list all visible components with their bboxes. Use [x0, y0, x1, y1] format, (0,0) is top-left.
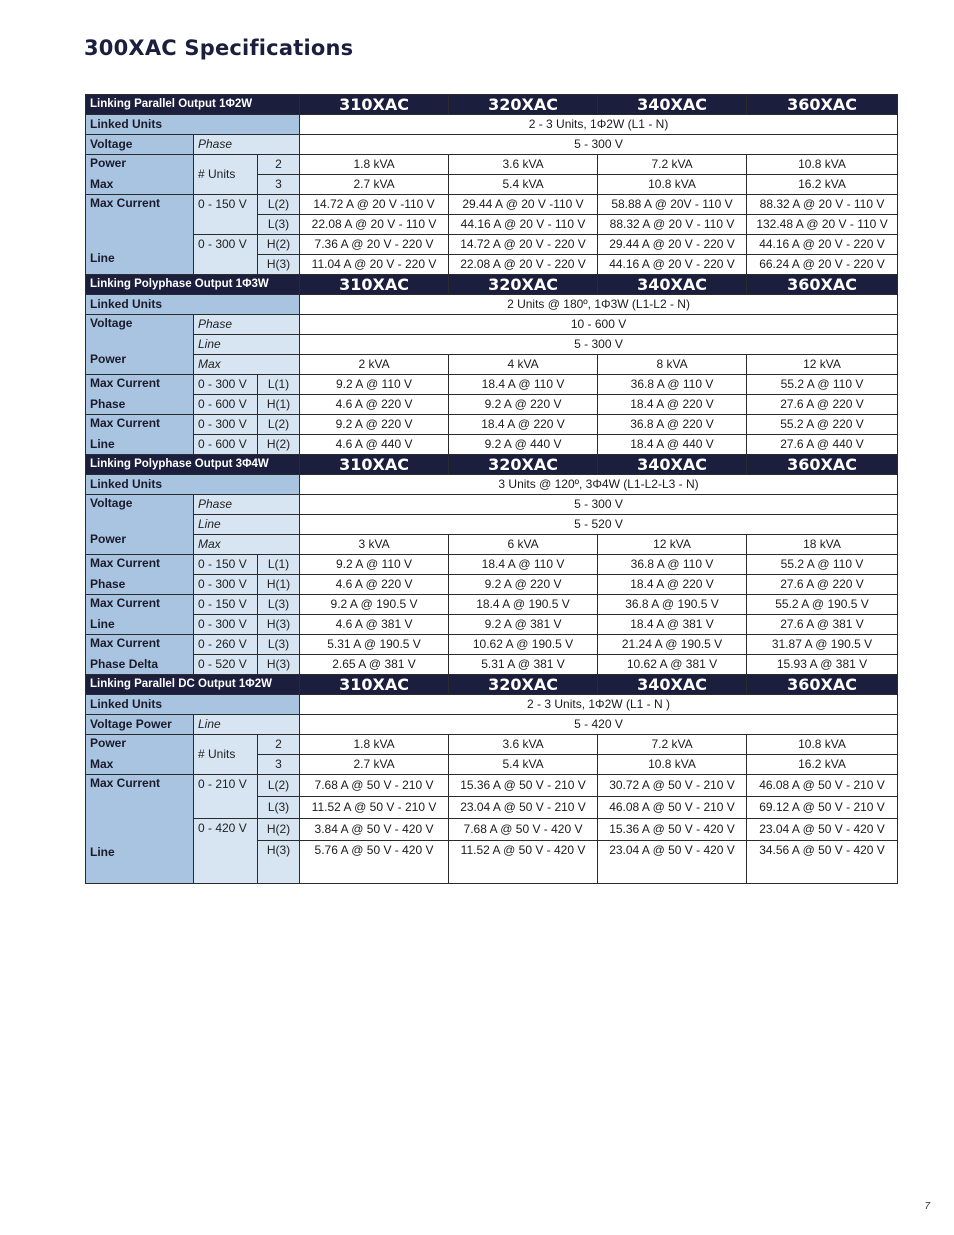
sub-label: Line: [194, 335, 300, 355]
model-header: 360XAC: [747, 95, 898, 115]
spec-value: 10.8 kVA: [747, 735, 898, 755]
spec-value: 29.44 A @ 20 V -110 V: [449, 195, 598, 215]
row-label: Line: [90, 617, 115, 631]
voltage-range: 0 - 300 V: [194, 235, 258, 275]
spec-value: 2.7 kVA: [300, 175, 449, 195]
spec-value: 88.32 A @ 20 V - 110 V: [598, 215, 747, 235]
spec-value: 15.93 A @ 381 V: [747, 655, 898, 675]
voltage-range: 0 - 300 V: [194, 615, 258, 635]
spec-value: 9.2 A @ 190.5 V: [300, 595, 449, 615]
sub-label: # Units: [194, 155, 258, 195]
spec-value: 2 Units @ 180º, 1Φ3W (L1-L2 - N): [300, 295, 898, 315]
model-header: 340XAC: [598, 455, 747, 475]
spec-value: 36.8 A @ 220 V: [598, 415, 747, 435]
row-label: Linked Units: [86, 295, 300, 315]
model-header: 310XAC: [300, 455, 449, 475]
row-label-group: [86, 415, 194, 455]
voltage-range: 0 - 150 V: [194, 555, 258, 575]
row-label: Max Current: [90, 556, 161, 570]
spec-value: 132.48 A @ 20 V - 110 V: [747, 215, 898, 235]
model-header: 320XAC: [449, 675, 598, 695]
tap-label: H(2): [258, 435, 300, 455]
spec-value: 1.8 kVA: [300, 155, 449, 175]
spec-value: 11.52 A @ 50 V - 420 V: [449, 841, 598, 884]
spec-value: 3.6 kVA: [449, 155, 598, 175]
section-title: Linking Polyphase Output 1Φ3W: [86, 275, 300, 295]
page-number: 7: [924, 1201, 930, 1212]
model-header: 320XAC: [449, 95, 598, 115]
section-title: Linking Parallel DC Output 1Φ2W: [86, 675, 300, 695]
section-title: Linking Parallel Output 1Φ2W: [86, 95, 300, 115]
tap-label: L(2): [258, 195, 300, 215]
section-header-parallel: [86, 95, 898, 115]
voltage-range: 0 - 300 V: [194, 415, 258, 435]
spec-value: 55.2 A @ 190.5 V: [747, 595, 898, 615]
model-header: 340XAC: [598, 275, 747, 295]
spec-value: 4 kVA: [449, 355, 598, 375]
spec-value: 2 - 3 Units, 1Φ2W (L1 - N): [300, 115, 898, 135]
model-header: 310XAC: [300, 275, 449, 295]
page-title: 300XAC Specifications: [84, 36, 354, 60]
spec-value: 10 - 600 V: [300, 315, 898, 335]
voltage-range: 0 - 260 V: [194, 635, 258, 655]
spec-value: 6 kVA: [449, 535, 598, 555]
tap-label: H(3): [258, 841, 300, 884]
tap-label: H(1): [258, 575, 300, 595]
spec-value: 46.08 A @ 50 V - 210 V: [598, 797, 747, 819]
spec-value: 10.62 A @ 381 V: [598, 655, 747, 675]
spec-value: 21.24 A @ 190.5 V: [598, 635, 747, 655]
spec-value: 9.2 A @ 220 V: [449, 575, 598, 595]
spec-value: 10.62 A @ 190.5 V: [449, 635, 598, 655]
row-label: Voltage: [86, 135, 194, 155]
spec-value: 11.52 A @ 50 V - 210 V: [300, 797, 449, 819]
voltage-range: 0 - 300 V: [194, 575, 258, 595]
tap-label: L(1): [258, 555, 300, 575]
spec-value: 3.6 kVA: [449, 735, 598, 755]
spec-value: 3 kVA: [300, 535, 449, 555]
unit-count: 3: [258, 755, 300, 775]
row-label: Max Current: [90, 196, 161, 210]
tap-label: H(3): [258, 255, 300, 275]
spec-value: 55.2 A @ 110 V: [747, 375, 898, 395]
spec-value: 5.4 kVA: [449, 755, 598, 775]
tap-label: L(3): [258, 635, 300, 655]
row-label: Voltage: [90, 496, 133, 510]
spec-value: 9.2 A @ 381 V: [449, 615, 598, 635]
spec-value: 30.72 A @ 50 V - 210 V: [598, 775, 747, 797]
spec-value: 18.4 A @ 110 V: [449, 375, 598, 395]
spec-value: 2 - 3 Units, 1Φ2W (L1 - N ): [300, 695, 898, 715]
tap-label: H(3): [258, 615, 300, 635]
unit-count: 2: [258, 155, 300, 175]
spec-value: 2.7 kVA: [300, 755, 449, 775]
spec-value: 22.08 A @ 20 V - 220 V: [449, 255, 598, 275]
spec-value: 18.4 A @ 220 V: [449, 415, 598, 435]
tap-label: H(3): [258, 655, 300, 675]
spec-value: 9.2 A @ 220 V: [300, 415, 449, 435]
spec-value: 88.32 A @ 20 V - 110 V: [747, 195, 898, 215]
row-label-group: [86, 555, 194, 595]
spec-value: 27.6 A @ 381 V: [747, 615, 898, 635]
tap-label: L(3): [258, 797, 300, 819]
spec-value: 12 kVA: [747, 355, 898, 375]
spec-value: 9.2 A @ 220 V: [449, 395, 598, 415]
row-label: Max: [90, 177, 114, 191]
spec-value: 44.16 A @ 20 V - 220 V: [598, 255, 747, 275]
unit-count: 3: [258, 175, 300, 195]
row-label: Linked Units: [86, 475, 300, 495]
spec-value: 2 kVA: [300, 355, 449, 375]
spec-value: 18.4 A @ 220 V: [598, 575, 747, 595]
spec-value: 5.31 A @ 190.5 V: [300, 635, 449, 655]
model-header: 320XAC: [449, 275, 598, 295]
row-label-group: [86, 155, 194, 195]
row-label: Phase: [90, 397, 126, 411]
voltage-range: 0 - 210 V: [194, 775, 258, 819]
spec-value: 55.2 A @ 220 V: [747, 415, 898, 435]
voltage-range: 0 - 420 V: [194, 819, 258, 884]
spec-value: 36.8 A @ 110 V: [598, 555, 747, 575]
spec-value: 18.4 A @ 190.5 V: [449, 595, 598, 615]
row-label: Voltage Power: [86, 715, 194, 735]
tap-label: H(2): [258, 235, 300, 255]
row-label: Power: [90, 352, 127, 366]
row-label: Max Current: [90, 596, 161, 610]
spec-value: 23.04 A @ 50 V - 210 V: [449, 797, 598, 819]
spec-value: 5 - 520 V: [300, 515, 898, 535]
spec-value: 34.56 A @ 50 V - 420 V: [747, 841, 898, 884]
unit-count: 2: [258, 735, 300, 755]
spec-value: 10.8 kVA: [598, 755, 747, 775]
tap-label: H(2): [258, 819, 300, 841]
row-label-group: [86, 775, 194, 884]
spec-value: 14.72 A @ 20 V - 220 V: [449, 235, 598, 255]
row-label-group: [86, 595, 194, 635]
spec-value: 16.2 kVA: [747, 755, 898, 775]
model-header: 310XAC: [300, 95, 449, 115]
spec-value: 55.2 A @ 110 V: [747, 555, 898, 575]
spec-value: 5 - 420 V: [300, 715, 898, 735]
spec-value: 44.16 A @ 20 V - 110 V: [449, 215, 598, 235]
sub-label: # Units: [194, 735, 258, 775]
spec-value: 5.31 A @ 381 V: [449, 655, 598, 675]
row-label: Power: [90, 156, 127, 170]
row-label: Linked Units: [86, 115, 300, 135]
sub-label: Line: [194, 515, 300, 535]
spec-value: 12 kVA: [598, 535, 747, 555]
model-header: 320XAC: [449, 455, 598, 475]
spec-value: 14.72 A @ 20 V -110 V: [300, 195, 449, 215]
sub-label: Phase: [194, 315, 300, 335]
spec-table: [85, 94, 898, 884]
spec-value: 8 kVA: [598, 355, 747, 375]
tap-label: L(1): [258, 375, 300, 395]
spec-value: 3 Units @ 120º, 3Φ4W (L1-L2-L3 - N): [300, 475, 898, 495]
tap-label: L(3): [258, 595, 300, 615]
spec-value: 29.44 A @ 20 V - 220 V: [598, 235, 747, 255]
row-label-group: [86, 735, 194, 775]
spec-value: 7.68 A @ 50 V - 210 V: [300, 775, 449, 797]
row-label: Max Current: [90, 376, 161, 390]
voltage-range: 0 - 150 V: [194, 195, 258, 235]
row-label: Power: [90, 532, 127, 546]
voltage-range: 0 - 520 V: [194, 655, 258, 675]
row-label: Power: [90, 736, 127, 750]
row-label-group: [86, 195, 194, 275]
spec-value: 5.4 kVA: [449, 175, 598, 195]
row-label: Phase: [90, 577, 126, 591]
model-header: 310XAC: [300, 675, 449, 695]
spec-value: 18.4 A @ 440 V: [598, 435, 747, 455]
voltage-range: 0 - 150 V: [194, 595, 258, 615]
row-label: Voltage: [90, 316, 133, 330]
row-label: Max Current: [90, 416, 161, 430]
spec-value: 2.65 A @ 381 V: [300, 655, 449, 675]
spec-value: 69.12 A @ 50 V - 210 V: [747, 797, 898, 819]
spec-value: 11.04 A @ 20 V - 220 V: [300, 255, 449, 275]
section-header-polyphase-1p3w: [86, 275, 898, 295]
spec-value: 23.04 A @ 50 V - 420 V: [598, 841, 747, 884]
spec-value: 66.24 A @ 20 V - 220 V: [747, 255, 898, 275]
tap-label: H(1): [258, 395, 300, 415]
row-label: Max Current: [90, 636, 161, 650]
row-label: Linked Units: [86, 695, 300, 715]
spec-value: 44.16 A @ 20 V - 220 V: [747, 235, 898, 255]
spec-value: 18 kVA: [747, 535, 898, 555]
spec-value: 5 - 300 V: [300, 135, 898, 155]
spec-value: 31.87 A @ 190.5 V: [747, 635, 898, 655]
spec-value: 5 - 300 V: [300, 335, 898, 355]
spec-value: 9.2 A @ 110 V: [300, 555, 449, 575]
spec-value: 58.88 A @ 20V - 110 V: [598, 195, 747, 215]
spec-value: 46.08 A @ 50 V - 210 V: [747, 775, 898, 797]
section-header-parallel-dc: [86, 675, 898, 695]
spec-value: 5.76 A @ 50 V - 420 V: [300, 841, 449, 884]
spec-value: 9.2 A @ 110 V: [300, 375, 449, 395]
spec-value: 10.8 kVA: [747, 155, 898, 175]
spec-value: 4.6 A @ 440 V: [300, 435, 449, 455]
sub-label: Phase: [194, 495, 300, 515]
section-header-polyphase-3p4w: [86, 455, 898, 475]
row-label-group: [86, 375, 194, 415]
row-label: Max: [90, 757, 114, 771]
voltage-range: 0 - 600 V: [194, 395, 258, 415]
voltage-range: 0 - 300 V: [194, 375, 258, 395]
spec-value: 7.2 kVA: [598, 155, 747, 175]
spec-value: 9.2 A @ 440 V: [449, 435, 598, 455]
spec-value: 7.36 A @ 20 V - 220 V: [300, 235, 449, 255]
section-title: Linking Polyphase Output 3Φ4W: [86, 455, 300, 475]
spec-value: 4.6 A @ 220 V: [300, 395, 449, 415]
model-header: 340XAC: [598, 95, 747, 115]
voltage-range: 0 - 600 V: [194, 435, 258, 455]
spec-value: 27.6 A @ 220 V: [747, 395, 898, 415]
tap-label: L(2): [258, 415, 300, 435]
row-label: Line: [90, 845, 115, 859]
spec-value: 18.4 A @ 381 V: [598, 615, 747, 635]
row-label: Max Current: [90, 776, 161, 790]
row-label-group: [86, 315, 194, 375]
sub-label: Phase: [194, 135, 300, 155]
row-label-group: [86, 635, 194, 675]
row-label: Line: [90, 437, 115, 451]
spec-value: 15.36 A @ 50 V - 210 V: [449, 775, 598, 797]
spec-value: 23.04 A @ 50 V - 420 V: [747, 819, 898, 841]
spec-value: 27.6 A @ 440 V: [747, 435, 898, 455]
spec-value: 1.8 kVA: [300, 735, 449, 755]
spec-value: 4.6 A @ 381 V: [300, 615, 449, 635]
spec-value: 3.84 A @ 50 V - 420 V: [300, 819, 449, 841]
spec-value: 5 - 300 V: [300, 495, 898, 515]
spec-value: 10.8 kVA: [598, 175, 747, 195]
model-header: 360XAC: [747, 675, 898, 695]
spec-value: 36.8 A @ 110 V: [598, 375, 747, 395]
spec-value: 27.6 A @ 220 V: [747, 575, 898, 595]
spec-value: 7.68 A @ 50 V - 420 V: [449, 819, 598, 841]
row-label-group: [86, 495, 194, 555]
spec-value: 4.6 A @ 220 V: [300, 575, 449, 595]
spec-value: 18.4 A @ 110 V: [449, 555, 598, 575]
row-label: Line: [90, 251, 115, 265]
model-header: 360XAC: [747, 275, 898, 295]
sub-label: Max: [194, 535, 300, 555]
spec-value: 36.8 A @ 190.5 V: [598, 595, 747, 615]
model-header: 360XAC: [747, 455, 898, 475]
sub-label: Line: [194, 715, 300, 735]
spec-value: 18.4 A @ 220 V: [598, 395, 747, 415]
spec-value: 22.08 A @ 20 V - 110 V: [300, 215, 449, 235]
spec-value: 16.2 kVA: [747, 175, 898, 195]
tap-label: L(2): [258, 775, 300, 797]
spec-value: 7.2 kVA: [598, 735, 747, 755]
model-header: 340XAC: [598, 675, 747, 695]
tap-label: L(3): [258, 215, 300, 235]
spec-value: 15.36 A @ 50 V - 420 V: [598, 819, 747, 841]
sub-label: Max: [194, 355, 300, 375]
row-label: Phase Delta: [90, 657, 159, 671]
